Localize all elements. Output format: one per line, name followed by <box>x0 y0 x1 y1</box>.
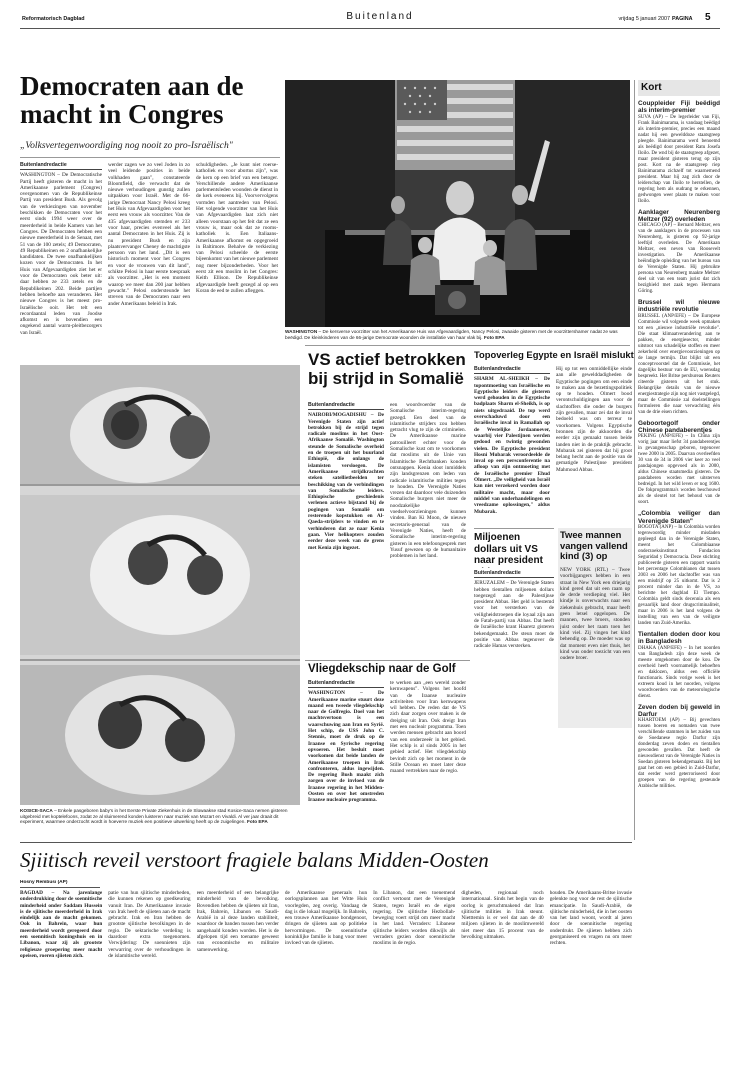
bottom-column-text: houden. De Amerikaans-Britse invasie gelenkte nog voor de rest de sjiitische emancipatie. In Saudi-Arabië, de sjiitische minderheid, die in het oosten van het land woont, wordt al jaren door de soennitische regering onderdrukt. De sjiieten hebben zich georganiseerd en vragen nu om meer rechten. <box>549 890 632 947</box>
bottom-column-text: In Libanon, dat een toenemend conflict vertoont met de Verenigde Staten, tegen Israël en de eigen regering. De sjiitische Hezbollah-beweging voert strijd om meer macht in het land. Verraders: Libanese sjiitische leiders worden dikwijls als verraders gezien door soennitische moslims in de regio. <box>373 890 456 947</box>
egypte-column-1 <box>474 366 550 524</box>
pelosi-caption-label: WASHINGTON <box>285 329 318 334</box>
twee-mannen-body <box>560 567 630 725</box>
lead-col2-text: werder zagen we zo veel Joden in zo veel leidende posities in beide volkhaden gaan", constateerde Bloomfield, die verwacht dat de nieuwe verhoudingen gunstig zullen uitpakken voor Israël. Met de 66-jarige Democraat Nancy Pelosi kreeg het Huis van Afgevaardigden voor het eerst een vrouw als voorzitter. Van de 435 afgevaardigden stemden er 233 voor haar, precies evenveel als het aantal Democraten in het Huis. Zij is nu president Bush en zijn plaatsvervanger Cheney de machtigste persoon van het land. „Dit is een historisch moment voor het Congres en voor de vrouwen van dit land", schikte Pelosi in haar eerste toespraak als voorzitter. „Het is een moment waarop we meer dan 200 jaar hebben gewacht." Pelosi ondersteunde het streven van de Democraten naar een ander Amerikaans beleid in Irak. <box>108 162 190 307</box>
bottom-column <box>197 890 279 1055</box>
abbas-text: JERUZALEM – De Verenigde Staten hebben tientallen miljoenen dollars toegezegd aan de Palestijnse president Abbas. Het geld is bestemd voor het versterken van de veiligheidstroepen die loyaal zijn aan de Fatah-partij van Abbas. Dat heeft de Israëlische krant Haaretz gisteren bekendgemaakt. De steun moet de positie van Abbas tegenover de radicale Hamas versterken. <box>474 580 554 650</box>
kort-list <box>638 100 720 790</box>
bottom-column <box>108 890 190 1055</box>
lead-column-2 <box>108 162 190 357</box>
issue-date: vrijdag 5 januari 2007 <box>618 16 670 22</box>
somalie-col1-text: NAIROBI/MOGADISHU – De Verenigde Staten zijn actief betrokken bij de strijd tegen radicale moslims in het Oost-Afrikaanse Somalië. Washington steunde de Somalische overheid en de troepen uit het buurland Ethiopië, die onlangs de islamisten versloegen. De Amerikaanse strijdkrachten steken satellietbeelden ter beschikking van de verbindingen van Somalische leiders. Ethiopische geschiedenis verlenen actieve bijstand bij de pogingen van Somalië om resterende kopstukken en Al-Qaeda-strijders te vinden en te verhinderen dat ze naar Kenia gaan. Vier helikopters zouden eerder deze week van de grens met Kenia zijn ingezet. <box>308 412 384 551</box>
header-rule <box>20 28 720 29</box>
bottom-column-text: de Amerikaanse generaals hun oorlogsplannen aan het Witte Huis voorlegden, zeg overig. Vandaag de dag is die lokaal mogelijk. In Bahrein, een trouwe Amerikaanse bondgenoot, dringen de sjiieten aan op politieke hervormingen. De soennitische koninklijke familie is bang voor meer invloed van de sjiieten. <box>284 890 368 947</box>
bottom-column <box>20 890 102 1055</box>
bottom-column <box>285 890 367 1055</box>
bottom-column-text: patie van hun sjiitische minderheden, die kunnen rekenen op goedkeuring vanuit Iran. De Amerikaanse invasie van Irak heeft de sjiieten aan de macht gebracht. Irak en Iran hebben de grootste sjiitische bevolkingen in de regio. De sektarische verdeling is daardoor extra toegenomen. Verwijdering: De soennieten zijn verwarring over de verhoudingen in de islamitische wereld. <box>108 890 191 959</box>
kort-item-text: DHAKA (ANP/EFE) – In het noorden van Bangladesh zijn deze week de meeste omgekomen door de kou. De overheid heeft voornamelijk behoeften en daklozen, aldus een officiële functionaris. Sinds vorige week is het extreem koud in het noorden, volgens woordvoerders van de meteorologische dienst. <box>638 645 720 699</box>
kort-item-text: SUVA (AP) – De legerleider van Fiji, Frank Bainimarama, is vandaag beëdigd als interim-premier, precies een maand nadat hij een gewelddoze staatsgreep pleegde. Bainimarama werd benoemd als beëdigd door president Ratu Josefa Iloilo. De wnd bij de staatsgreep afgezet, maar president gisteren terug op zijn post. Kort na de staatsgreep riep Bainimarama zichzelf tot waarnemend president. Maar hij zag zich door de leiderschap van Iloilo te herstellen, de regering hem als oudrang te erkennen, gedwongen weer plaats te maken voor Iloilo. <box>638 114 720 204</box>
pelosi-photo <box>285 80 630 327</box>
golf-column-1 <box>308 680 384 835</box>
bottom-byline: Hosny Rembusi (AP) <box>20 880 100 888</box>
kort-item-text: PEKING (ANP/EFE) – In China zijn vorig jaar maar liefst 34 pandaberentjes in gevangenschap geboren, tegenover twee 2000 in 2005. Daarvan overleefden 30 van de 34 in 2006 vier keer zo veel pandajongen opgevoed als in 2000, aldus Chinese staatsmedia gisteren. De pandaberen worden met uitsterven bedreigd. In het wild leven er nog 1600. De fokprogramma's worden beschouwd als de sleutel tot het behoud van de soort. <box>638 434 720 506</box>
golf-top-rule <box>305 660 470 661</box>
lead-col1-text: WASHINGTON – De Democratische Partij heeft gisteren de macht in het Amerikaanse parlement (Congres) overgenomen van de Republikeinse Partij van president Bush. Als gevolg van de verkiezingen van november beschikken de Democraten voor het eerst sinds 1994 weer over de meerderheid in beide Kamers van het Congres. De Democraten hebben een nieuwe meerderheid in de Senaat, met 51 van de 100 zetels; 49 Democraten, 49 Republikeinen en 2 onafhankelijke kandidaten. De twee onafhankelijken kozen voor de Democraten. In het Huis van Afgevaardigden ziet het er voor de Democraten ook beter uit: daar hebben ze 233 zetels en de Republikeinen 202. Beide partijen hebben behoefte aan veranderen. Het nieuwe Congres is het meest pro-Israëlische ooit. Het telt een recordaantal leden van Joodse afkomst en is bovendien een ongekend aantal warm-pleitbezorgers van Israël. <box>20 172 102 336</box>
kort-item-title: Couppleider Fiji beëdigd als interim-premier <box>638 100 720 115</box>
golf-column-2 <box>390 680 466 835</box>
pelosi-caption-text: De kersverse voorzitter van het Amerikaanse Huis van Afgevaardigden, Nancy Pelosi, zwaaide gisteren met de voorzittershamer nadat ze was beëdigd. De kleinkinderen van de 66-jarige Democrate woonden de installatie van haar vlak bij. <box>285 329 618 340</box>
twee-mannen-box <box>558 528 632 728</box>
egypte-col1-text: SHARM AL-SHEIKH – De topontmoeting van Israëlische en Egyptische leiders die gisteren werd gehouden in de Egyptische badplaats Sharm el-Sheikh, is op niets uitgedraaid. De top werd overschaduwd door een Israëlische inval in Ramallah op de Westelijke Jordaanoever, waarbij vier Palestijnen werden gedood en twintig gewonden vielen. De Egyptische president Hosni Mubarak veroordeelde de inval op een persconferentie na afloop van zijn ontmoeting met de Israëlische premier Ehud Olmert. „De veiligheid van Israël kan niet verzekerd worden door militaire macht, maar door middel van onderhandelingen en vreedzame oplossingen," aldus Mubarak. <box>474 376 550 515</box>
babies-caption: KOSICE-SACA – Enkele pasgeboren baby's in het Eerste Private Ziekenhuis in de Slowaakse stad Kosice-Saca nemen gisteren uitgebreid met koptelefoons, zodat ze al sluimerend konden luisteren naar muziek van Mozart en Vivaldi. Al ver jaar draait dit experiment, waarmee onderzocht wordt in hoeverre muziek een positieve uitwerking heeft op de zuigelingen. Foto EPA <box>20 808 288 825</box>
somalie-column-1 <box>308 402 384 662</box>
kort-item-text: BOGOTA (ANP) – In Colombia worden tegenwoordig minder misdaden gepleegd dan in de Verenigde Staten, meent het Colombiaanse onderzoeksinstituut Fundacion Seguridad y Democracia. Deze stichting publiceerde gisteren een rapport waarin het percentage Colombianen dat tussen 2003 en 2006 het slachtoffer was van een misdrijf op 25 uitkomt. Dat is 2 procent minder dan in de VS, zo berichtte het dagblad El Tiempo. Colombia geldt sinds decennia als een gevaarlijk land door drugscriminaliteit, maar in 2006 is het land volgens de instelling van een van de veiligste landen van Zuid-Amerika. <box>638 524 720 626</box>
kort-item-title: Geboortegolf onder Chinese pandaberentjes <box>638 419 720 435</box>
egypte-tag: Buitenlandredactie <box>474 366 550 374</box>
kort-sidebar <box>638 80 720 840</box>
egypte-column-2 <box>556 366 632 524</box>
kort-item-title: Zeven doden bij geweld in Darfur <box>638 703 720 718</box>
lead-headline: Democraten aan de macht in Congres <box>20 72 244 129</box>
twee-mannen-headline: Twee mannen vangen vallend kind (3) op <box>560 529 628 562</box>
kort-item-title: Aanklager Neurenberg Meltzer (92) overleden <box>638 208 720 223</box>
bottom-column-text: een meerderheid of een belangrijke minderheid van de bevolking. Bovendien hebben de sjiieten uit Iran, Irak, Bahrein, Libanon en Saudi-Arabië in al deze landen stabiliteit, waardoor de banden tussen hen verder aangehaald konden worden. Het is de afgelopen tijd een toename geweest van economische en militaire samenwerking. <box>196 890 279 953</box>
bottom-column <box>461 890 543 1055</box>
babies-photo-graphic <box>20 365 300 805</box>
page-label: PAGINA <box>672 16 693 22</box>
bottom-columns <box>20 890 632 1055</box>
lead-tag: Buitenlandredactie <box>20 162 102 170</box>
abbas-body <box>474 570 554 710</box>
kort-item-text: BRUSSEL (ANP/EFE) – De Europese Commissie wil volgende week opmaken tot een „nieuwe industriële revolutie". Die staat klimaatverandering aan te pakken, de energiesector, minder uitstoot van schadelijke stoffen en meer zekerheid over energievoorzieningen op de lange termijn. Dat blijkt uit een conceptvoorstel dat de Commissie, het dagelijks bestuur van de EU, woensdag bespreekt. Het Britse persbureau Reuters citeerde gisteren uit het stuk. Belangrijke details van de nieuwe energiestrategie zijn nog niet vastgelegd, maar de Commissie zal doelstellingen formuleren die naar verwachting één van de drie eisen richten. <box>638 313 720 415</box>
bottom-headline: Sjiitisch reveil verstoort fragiele balans Midden-Oosten <box>20 848 489 872</box>
pelosi-photo-graphic <box>285 80 630 327</box>
section-title: Buitenland <box>346 11 414 22</box>
lead-subhead-rule <box>20 157 280 158</box>
babies-photo-credit: Foto EPA <box>246 819 268 825</box>
lead-subhead: „Volksvertegenwoordiging nog nooit zo pro-Israëlisch" <box>20 140 233 151</box>
babies-caption-label: KOSICE-SACA <box>20 808 53 813</box>
golf-tag: Buitenlandredactie <box>308 680 384 688</box>
bottom-top-rule <box>20 842 632 843</box>
lead-column-3 <box>196 162 278 357</box>
abbas-headline: Miljoenen dollars uit VS naar president <box>474 532 543 566</box>
lead-col3-text: schuldigheden. „Je kunt niet roerse-katholiek en voor abortus zijn", was de kern op een brief van een betoger. Verschillende andere Amerikaanse parlementsleden woonden de dienst in de kerk eveneens bij. Voorvervolgens vormden het aantreden van Pelosi. Het volgende voorzitter van het Huis van Afgevaardigden laat zich niet alleen voorstaan op het feit dat ze een vrouw is, maar ook dat ze rooms-katholiek is. Een Italiaans-Amerikaanse afkomst en opgegroeid in Baltimore. Behalve de verkiezing van Pelosi scheelde de eerste bijeenkomst van het nieuwe parlement nog meer bijzonderheden. Voor het eerst zit een moslim in het Congres: Keith Ellison. De Republikeinse afgevaardigde heeft gezegd al op een Koran de eed te zullen afleggen. <box>196 162 278 294</box>
bottom-column-text: BAGDAD – Na jarenlange onderdrukking door de soennitische minderheid onder Saddam Hussein is de sjiitische meerderheid in Irak eindelijk aan de macht gekomen. Ook in Bahrein, waar hun meerderheid wordt geregeerd door een soennitisch koningshuis en in Libanon, waar zij als grootste religieuze groepering meer macht opeisen, roeren sjiieten zich. <box>20 890 103 959</box>
kort-item-text: KHARTOEM (AP) – Bij gevechten tussen boeren en nomaden van twee verschillende stammen in het zuiden van de Soedanese regio Darfur zijn donderdag zeven doden en tientallen gewonden gevallen. Dat heeft de nieuwsdienst van de Verenigde Naties in Soedan gisteren bekendgemaakt. Bij het gaat het om een gebied in Zuid-Darfur, dat eerder werd geterroriseerd door groepen van de regering gesteunde Arabische milities. <box>638 718 720 790</box>
kort-item-title: „Colombia veiliger dan Verenigde Staten" <box>638 510 720 525</box>
somalie-headline: VS actief betrokken bij strijd in Somalië <box>308 350 466 388</box>
pelosi-photo-credit: Foto EPA <box>483 334 505 340</box>
egypte-col2-text: Hij op tot een onmiddellijke einde aan alle gewelddadigheden de Egyptische pogingen om een einde te maken aan de bezettingspolitiek op te houden. Olmert bood verontschuldigingen aan voor de slachtoffers die onder de burgers zijn gevallen, maar zei dat de inval bedoeld was om terreur te voorkomen. Volgens Egyptische bronnen zijn de akkoorden die eerder zijn gemaakt tussen beide landen niet in de praktijk gebracht. Mubarak zei gisteren dat hij groot belang hecht aan de positie van de gematigde Palestijnse president Mahmoud Abbas. <box>556 366 632 473</box>
golf-col2-text: te werken aan „een wereld zonder kernwapens". Volgens het hoofd van de Iraanse nucleaire activiteiten voor Iran kernwapens wil hebben. De reden dat de VS zich daar zorgen over maken is de dreiging uit Iran. Ook dreigt Iran met een nucleair programma. Toen werden mensen gebracht aan boord van een onderzeeër in het gebied. Het schip is al sinds 2005 in het gebied actief. Het vliegdekschip bevindt zich op het moment in de Stille Oceaan en moet later deze maand vertrekken naar de regio. <box>390 680 466 775</box>
bottom-column <box>373 890 455 1055</box>
somalie-col2-text: een woordvoerder van de Somalische interim-regering gezegd. Een deel van de islamitische strijders zou hebben getracht vlug te zijn de criminelen. De Amerikaanse marine patrouilleert echter voor de Somalische kust om te voorkomen dat moslims uit de Unie van Islamitische Rechtbanken konden ontsnappen. Kenia sloot inmiddels zijn landsgrenzen om leden van radicale islamitische milities tegen te houden. De Verenigde Naties vrezen dat daardoor vele duizenden Somalische burgers niet meer de noodzakelijke voedselvoorzieningen kunnen vinden. Ban Ki Moon, de nieuwe secretaris-generaal van de Verenigde Naties, heeft de Somalische interim-regering gisteren in een telefoongesprek met Yusuf gewezen op de humanitaire problemen in het land. <box>390 402 466 560</box>
bottom-body <box>20 890 632 1055</box>
pelosi-caption: WASHINGTON – De kersverse voorzitter van het Amerikaanse Huis van Afgevaardigden, Nancy Pelosi, zwaaide gisteren met de voorzittershamer nadat ze was beëdigd. De kleinkinderen van de 66-jarige Democrate woonden de installatie van haar vlak bij. Foto EPA <box>285 329 618 340</box>
abbas-top-rule <box>474 528 554 529</box>
golf-col1-text: WASHINGTON – De Amerikaanse marine stuurt deze maand een tweede vliegdekschip naar de Golfregio. Doel van het machtsvertoon is een waarschuwing aan Iran en Syrië. Het schip, de USS John C. Stennis, moet de druk op de Iraanse en Syrische regering opvoeren. Het besluit moet voorkomen dat beide landen de Amerikaanse troepen in Irak confronteren, aldus ingewijden. De regering Bush maakt zich zorgen over de invloed van de Iraanse regering in het Midden-Oosten en over het omstreden Iraanse nucleaire programma. <box>308 690 384 804</box>
bottom-column-text: digheden, regionaal noch internationaal. Sinds het begin van de oorlog is geruchtmakend dat Iran sjiitische milities in Irak steunt. Nietttemin is er wel dat aan de 40 miljoen sjiieten in de moslimwereld niet meer dan 15 procent van de bevolking uitmaken. <box>461 890 544 941</box>
egypte-headline: Topoverleg Egypte en Israël mislukt <box>474 350 634 360</box>
golf-headline: Vliegdekschip naar de Golf <box>308 663 456 675</box>
kort-item-title: Tientallen doden door kou in Bangladesh <box>638 630 720 646</box>
twee-mannen-text: NEW YORK (RTL) – Twee voorbijgangers hebben in een straat in New York een driejarig kind gered dat uit een raam op de derde verdieping viel. Het kindje is onverwachts naar een ziekenhuis gebracht, maar heeft geen letsel opgelopen. De mannen, twee broers, stonden juist onder het raam toen het kind viel. Zij vingen het kind behendig op. De moeder was op dat moment even niet thuis, het kind was onder toezicht van een oudere broer. <box>560 567 630 662</box>
kort-label: Kort <box>638 80 720 96</box>
kort-divider <box>634 80 635 840</box>
babies-caption-text: Enkele pasgeboren baby's in het Eerste Private Ziekenhuis in de Slowaakse stad Kosice-Saca nemen gisteren uitgebreid met koptelefoons, zodat ze al sluimerend konden luisteren naar muziek van Mozart en Vivaldi. Al ver jaar draait dit experiment, waarmee onderzocht wordt in hoeverre muziek een positieve uitwerking heeft op de zuigelingen. <box>20 808 288 825</box>
somalie-top-rule <box>305 345 630 346</box>
babies-photo <box>20 365 300 805</box>
somalie-tag: Buitenlandredactie <box>308 402 384 410</box>
kort-item-title: Brussel wil nieuwe industriële revolutie <box>638 299 720 314</box>
page-number: 5 <box>705 12 711 23</box>
lead-column-1 <box>20 162 102 357</box>
publication-name: Reformatorisch Dagblad <box>22 16 85 22</box>
somalie-column-2 <box>390 402 466 662</box>
bottom-column <box>550 890 632 1055</box>
abbas-tag: Buitenlandredactie <box>474 570 554 578</box>
kort-item-text: CHICAGO (AP) – Bernard Meltzer, een van de aanklagers in de processen van Neurenberg, is gisteren op 92-jarige leeftijd overleden. De Amerikaan Meltzer, een neven van Roosevelt investigation. De Amerikaanse beëindigde opleiding van het bureau van de Verenigde Staten. Hij gebruikte persona van Neurenberg maakte Meltzer deel uit van een team jurist dat zich bezighield met zaak tegen Hermann Göring. <box>638 223 720 295</box>
